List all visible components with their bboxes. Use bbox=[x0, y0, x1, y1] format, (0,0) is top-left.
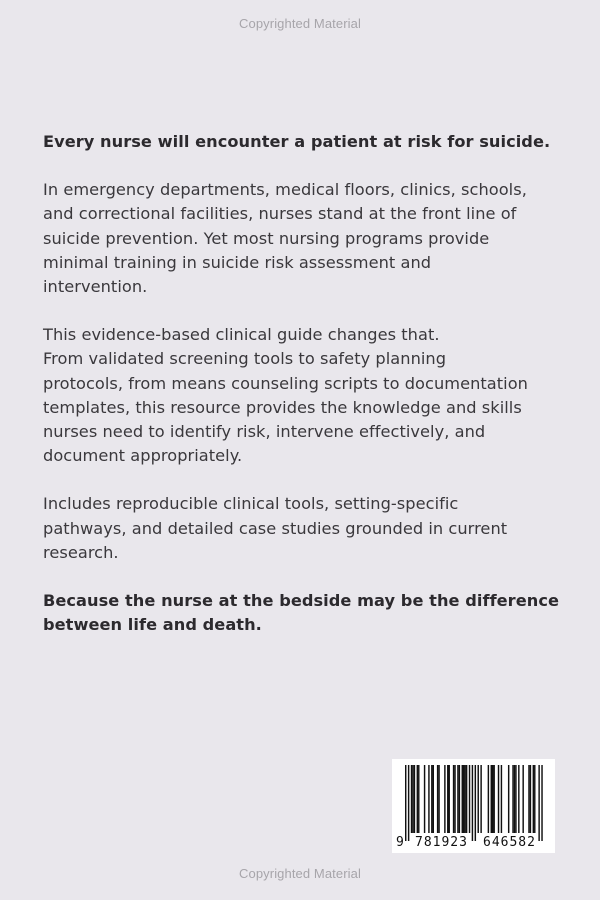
barcode-bar bbox=[453, 765, 454, 833]
barcode-bar bbox=[454, 765, 455, 833]
barcode-bar bbox=[433, 765, 434, 833]
barcode-bar bbox=[464, 765, 465, 833]
barcode-bar bbox=[478, 765, 479, 833]
barcode-bar bbox=[463, 765, 464, 833]
isbn-left-group: 781923 bbox=[415, 835, 468, 850]
barcode-bar bbox=[408, 765, 409, 841]
isbn-barcode bbox=[392, 759, 555, 853]
paragraph-guide bbox=[43, 323, 563, 468]
barcode-bar bbox=[515, 765, 516, 833]
barcode-bar bbox=[538, 765, 539, 841]
barcode-bar bbox=[459, 765, 460, 833]
text-line: nurses need to identify risk, intervene effectively, and bbox=[43, 422, 486, 442]
barcode-bar bbox=[428, 765, 429, 833]
barcode-bar bbox=[466, 765, 467, 833]
text-line: In emergency departments, medical floors, clinics, schools, bbox=[43, 180, 527, 200]
barcode-bar bbox=[501, 765, 502, 833]
isbn-right-group: 646582 bbox=[483, 835, 536, 850]
barcode-bar bbox=[488, 765, 489, 833]
barcode-bar bbox=[522, 765, 523, 833]
barcode-bar bbox=[457, 765, 458, 833]
text-line: This evidence-based clinical guide changes that. bbox=[43, 325, 440, 345]
text-line: Because the nurse at the bedside may be the difference bbox=[43, 591, 559, 611]
text-line: intervention. bbox=[43, 277, 148, 297]
paragraph-includes bbox=[43, 492, 563, 565]
barcode-bar bbox=[449, 765, 450, 833]
text-line: research. bbox=[43, 542, 119, 562]
text-line: document appropriately. bbox=[43, 446, 243, 466]
text-line: Includes reproducible clinical tools, setting-specific bbox=[43, 494, 459, 514]
barcode-bar bbox=[472, 765, 473, 841]
barcode-bar bbox=[431, 765, 432, 833]
text-line: pathways, and detailed case studies grounded in current bbox=[43, 518, 508, 538]
text-line: protocols, from means counseling scripts to documentation bbox=[43, 373, 528, 393]
barcode-bar bbox=[438, 765, 439, 833]
barcode-bar bbox=[518, 765, 519, 833]
barcode-bar bbox=[414, 765, 415, 833]
isbn-lead-digit: 9 bbox=[396, 835, 404, 850]
barcode-bar bbox=[480, 765, 481, 833]
barcode-bar bbox=[512, 765, 513, 833]
back-cover-text bbox=[43, 130, 563, 637]
text-line: minimal training in suicide risk assessment and bbox=[43, 252, 432, 272]
barcode-bar bbox=[475, 765, 476, 841]
barcode-bar bbox=[541, 765, 542, 841]
closing-statement bbox=[43, 589, 563, 637]
barcode-bar bbox=[462, 765, 463, 833]
text-line: From validated screening tools to safety planning bbox=[43, 349, 447, 369]
barcode-bar bbox=[508, 765, 509, 833]
barcode-bar bbox=[412, 765, 413, 833]
barcode-bar bbox=[493, 765, 494, 833]
headline: Every nurse will encounter a patient at risk for suicide. bbox=[43, 132, 551, 151]
barcode-bar bbox=[533, 765, 534, 833]
barcode-bar bbox=[491, 765, 492, 833]
text-line: and correctional facilities, nurses stand at the front line of bbox=[43, 204, 517, 224]
barcode-bar bbox=[417, 765, 418, 833]
barcode-bar bbox=[418, 765, 419, 833]
barcode-bar bbox=[437, 765, 438, 833]
text-line: suicide prevention. Yet most nursing programs provide bbox=[43, 228, 490, 248]
barcode-bar bbox=[405, 765, 406, 841]
barcode-bar bbox=[534, 765, 535, 833]
paragraph-settings bbox=[43, 178, 563, 299]
barcode-bar bbox=[530, 765, 531, 833]
barcode-bar bbox=[424, 765, 425, 833]
barcode-bar bbox=[528, 765, 529, 833]
barcode-bar bbox=[514, 765, 515, 833]
watermark-top: Copyrighted Material bbox=[239, 16, 361, 31]
watermark-bottom: Copyrighted Material bbox=[239, 866, 361, 881]
barcode-bar bbox=[469, 765, 470, 833]
barcode-bar bbox=[444, 765, 445, 833]
barcode-bar bbox=[447, 765, 448, 833]
barcode-bar bbox=[498, 765, 499, 833]
barcode-bar bbox=[492, 765, 493, 833]
text-line: between life and death. bbox=[43, 615, 262, 635]
text-line: templates, this resource provides the knowledge and skills bbox=[43, 397, 522, 417]
barcode-bar bbox=[411, 765, 412, 833]
